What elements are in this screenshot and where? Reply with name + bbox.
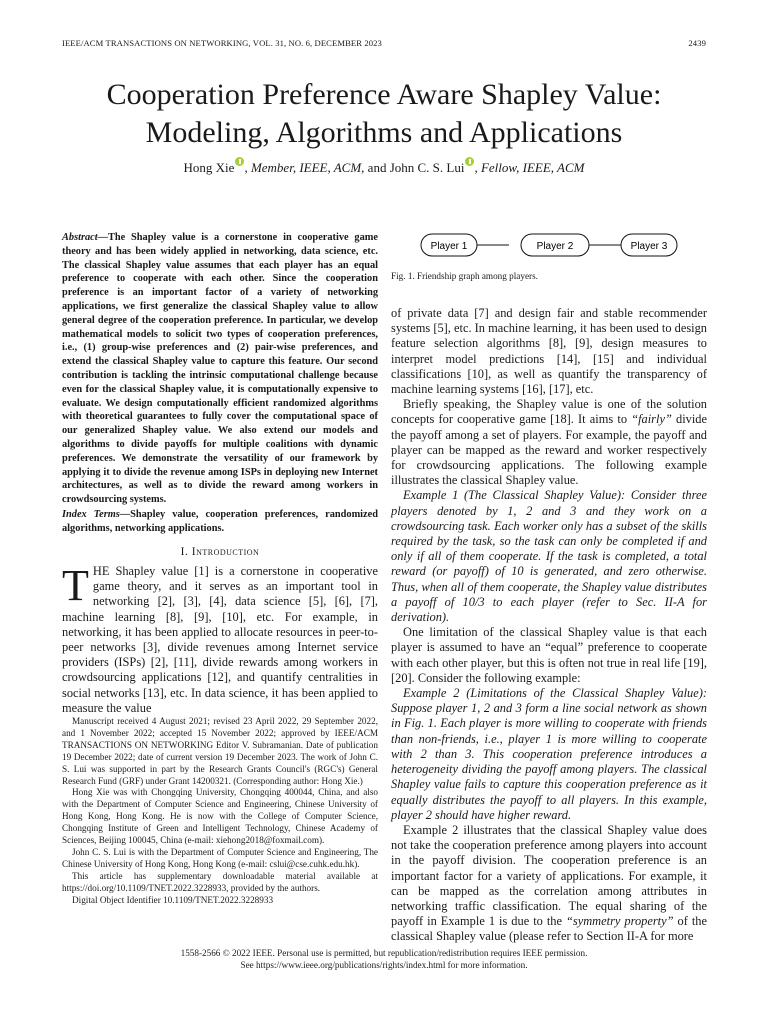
footnote: Hong Xie was with Chongqing University, Chongqing 400044, China, and also with the Department of Computer Science and Engineering, Chinese University of Hong Kong, Hong Kong. He is now with the College of Computer Science, Chongqing Institute of Green and Intelligent Technology, Chinese Academy of Sciences, Beijing 100045, China (e-mail: xiehong2018@foxmail.com). bbox=[62, 787, 378, 846]
footnote: John C. S. Lui is with the Department of Computer Science and Engineering, The Chinese University of Hong Kong, Hong Kong (e-mail: cslui@cse.cuhk.edu.hk). bbox=[62, 846, 378, 869]
footnotes bbox=[62, 716, 378, 907]
title-line-2: Modeling, Algorithms and Applications bbox=[145, 116, 623, 149]
copyright-notice bbox=[62, 948, 706, 971]
emphasis: “symmetry property” bbox=[566, 914, 674, 929]
author-1-role: , Member, IEEE, ACM bbox=[244, 160, 362, 175]
intro-paragraph: HE Shapley value [1] is a cornerstone in cooperative game theory, and it serves as an important tool in networking [2], [3], [4], data science [5], [6], [7], machine learning [8], [9], [10], etc. For example, in networking, it has been applied to allocate resources in peer-to-peer networks [3], divide revenues among Internet service providers (ISPs) [2], [11], divide rewards among workers in crowdsourcing applications [12], and quantify centralities in social networks [13], etc. In data science, it has been applied to measure the value bbox=[62, 564, 378, 715]
paragraph bbox=[391, 397, 707, 488]
paragraph: of private data [7] and design fair and stable recommender systems [5], etc. In machine learning, it has been used to design feature selection algorithms [8], [9], design measures to interpret model predictions [14], [15] and individual classifications [10], as well as quantify the transparency of machine learning systems [16], [17], etc. bbox=[391, 306, 707, 397]
abstract-label: Abstract— bbox=[62, 232, 108, 243]
example-1: Example 1 (The Classical Shapley Value): Consider three players denoted by 1, 2 and 3 and they work on a crowdsourcing task. Each worker only has a subset of the skills required by the task, so the task can only be completed if and only if all of them cooperate. If the task is completed, a total reward (or payoff) of 10 is generated, and zero otherwise. Thus, when all of them cooperate, the Shapley value distributes a payoff of 10/3 to each player (refer to Sec. II-A for derivation). bbox=[391, 488, 707, 625]
node-label: Player 2 bbox=[536, 241, 574, 252]
journal-name: IEEE/ACM TRANSACTIONS ON NETWORKING, VOL. 31, NO. 6, DECEMBER 2023 bbox=[62, 38, 382, 48]
index-terms-label: Index Terms— bbox=[62, 509, 131, 520]
copyright-line-2: See https://www.ieee.org/publications/rights/index.html for more information. bbox=[240, 959, 528, 970]
author-1-name: Hong Xie bbox=[183, 160, 235, 175]
friendship-graph-figure bbox=[391, 227, 707, 263]
example-2: Example 2 (Limitations of the Classical Shapley Value): Suppose player 1, 2 and 3 form a line social network as shown in Fig. 1. Each player is more willing to cooperate with friends than non-friends, i.e., player 1 is more willing to cooperate with 2 than 3. This cooperation preference introduces a heterogeneity dividing the payoff among players. The classical Shapley value fails to capture this cooperation preference as it equally distributes the payoff to all players. In this example, player 2 should have higher reward. bbox=[391, 686, 707, 822]
author-2-name: John C. S. Lui bbox=[389, 160, 465, 175]
index-terms bbox=[62, 508, 378, 536]
node-label: Player 1 bbox=[430, 241, 468, 252]
node-label: Player 3 bbox=[630, 241, 668, 252]
emphasis: “fairly” bbox=[631, 412, 672, 427]
running-header bbox=[62, 38, 706, 48]
footnote: Digital Object Identifier 10.1109/TNET.2022.3228933 bbox=[72, 894, 274, 905]
author-2-role: , Fellow, IEEE, ACM bbox=[474, 160, 585, 175]
right-column-text bbox=[391, 306, 707, 945]
section-heading bbox=[62, 546, 378, 558]
text-run: Example 2 illustrates that the classical Shapley value does not take the cooperation preference among players into account in the payoff division. The cooperation preference is an important factor for a variety of applications. For example, it can be mapped as the correlation among attributes in networking traffic classification. The equal sharing of the payoff in Example 1 is due to the bbox=[391, 822, 707, 929]
section-title: Introduction bbox=[191, 546, 260, 558]
text-run: of the classical Shapley value (please refer to Section II-A for more bbox=[391, 914, 707, 944]
author-conjunction: , and bbox=[361, 160, 390, 175]
page-number: 2439 bbox=[688, 38, 706, 48]
abstract bbox=[62, 231, 378, 507]
introduction-text bbox=[62, 561, 378, 716]
footnote: This article has supplementary downloadable material available at https://doi.org/10.1109/TNET.2022.3228933, provided by the authors. bbox=[62, 870, 378, 893]
paper-title bbox=[40, 76, 728, 152]
figure-caption: Fig. 1. Friendship graph among players. bbox=[391, 271, 538, 281]
index-terms-text: Shapley value, cooperation preferences, randomized algorithms, networking applications. bbox=[62, 509, 378, 534]
author-line bbox=[40, 157, 728, 176]
footnote: Manuscript received 4 August 2021; revised 23 April 2022, 29 September 2022, and 1 November 2022; accepted 15 November 2022; approved by IEEE/ACM TRANSACTIONS ON NETWORKING Editor V. Subramanian. Date of publication 19 December 2022; date of current version 19 December 2023. The work of John C. S. Lui was supported in part by the Research Grants Council's (RGC's) General Research Fund (GRF) under Grant 14200321. (Corresponding author: Hong Xie.) bbox=[62, 716, 378, 786]
copyright-line-1: 1558-2566 © 2022 IEEE. Personal use is permitted, but republication/redistribution requires IEEE permission. bbox=[180, 948, 588, 958]
paragraph bbox=[391, 823, 707, 945]
drop-cap: T bbox=[62, 561, 89, 610]
text-run: divide the payoff among a set of players. For example, the payoff and player can be mapped as the reward and worker respectively for crowdsourcing applications. The following example illustrates the classical Shapley value. bbox=[391, 412, 707, 488]
section-number: I. bbox=[180, 546, 189, 558]
title-line-1: Cooperation Preference Aware Shapley Value: bbox=[106, 78, 662, 111]
paragraph: One limitation of the classical Shapley value is that each player is assumed to have an “equal” preference to cooperate with each other player, but this is often not true in real life [19], [20]. Consider the following example: bbox=[391, 625, 707, 685]
abstract-text: The Shapley value is a cornerstone in cooperative game theory and has been widely applied in networking, data science, etc. The classical Shapley value assumes that each player has an equal preference to cooperate with each other. Since the cooperation preference is an important factor of a variety of networking applications, we first generalize the classical Shapley value to allow general degree of the cooperation preference. In particular, we develop mathematical models to solicit two types of cooperation preferences, i.e., (1) group-wise preferences and (2) pair-wise preferences, and extend the classical Shapley value to capture this feature. Our second contribution is tackling the intrinsic computational challenge because even for the classical Shapley value, it is computationally expensive to evaluate. We design computationally efficient randomized algorithms with theoretical guarantees to fully cover the computational space of our generalized Shapley value. We also extend our models and algorithms to divide payoffs for multiple coalitions with dynamic preferences. We demonstrate the versatility of our framework by applying it to divide the revenue among ISPs in deploying new Internet architectures, as well as to divide the reward among workers in crowdsourcing systems. bbox=[62, 232, 378, 506]
text-run: Briefly speaking, the Shapley value is one of the solution concepts for cooperative game [18]. It aims to bbox=[391, 397, 707, 427]
